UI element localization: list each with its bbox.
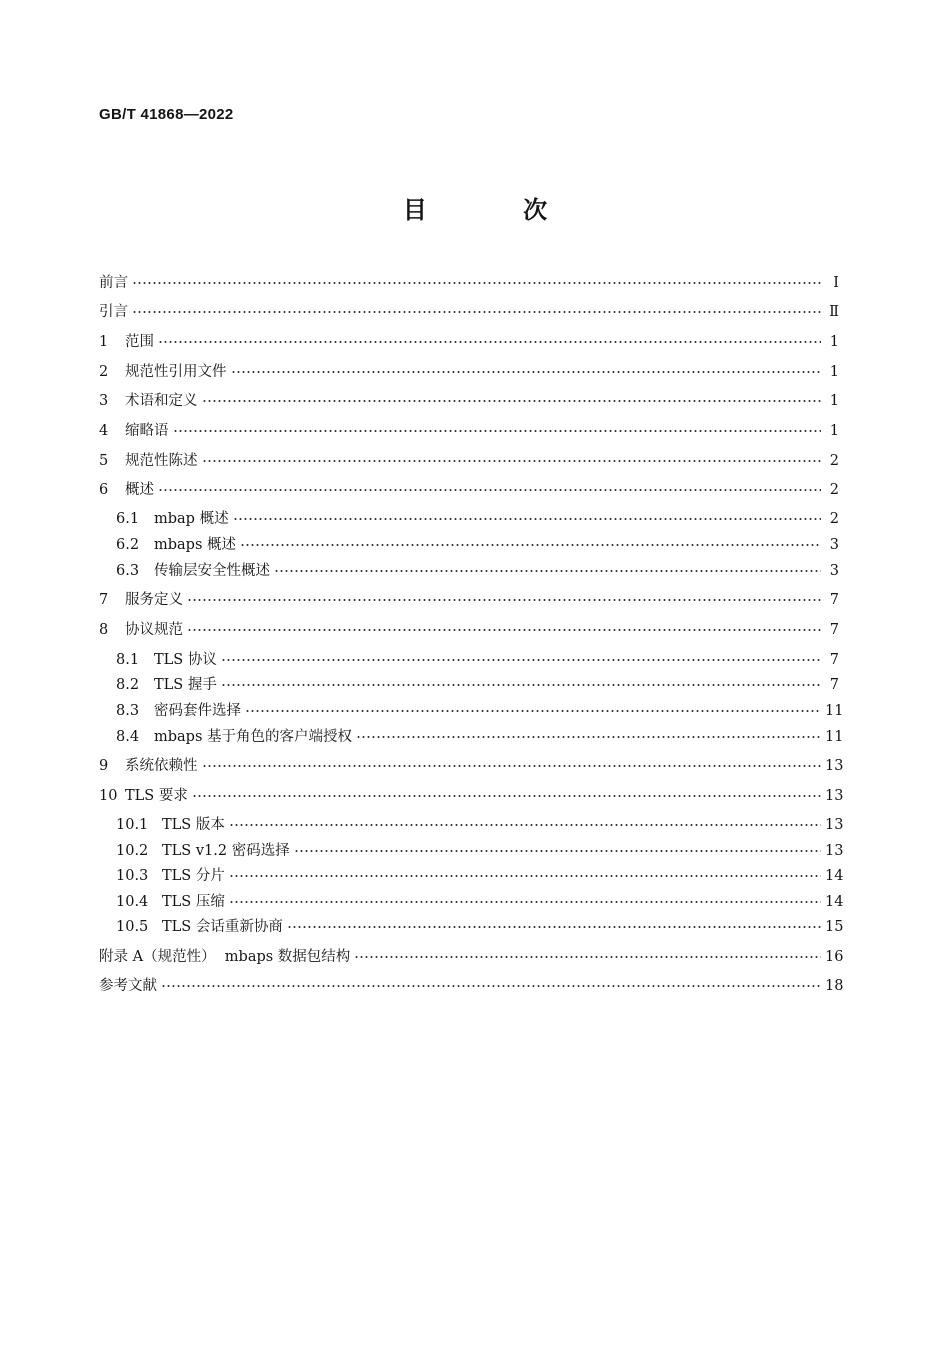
- toc-entry-page-number: 14: [825, 868, 844, 884]
- toc-entry-page-number: 7: [829, 677, 839, 693]
- toc-entry-label: TLS v1.2 密码选择: [162, 843, 290, 859]
- toc-dot-leader: [245, 710, 821, 712]
- toc-entry[interactable]: [0, 420, 950, 442]
- toc-entry-page-number: 7: [829, 622, 839, 638]
- toc-dot-leader: [173, 430, 822, 432]
- toc-entry-label: mbap 概述: [154, 511, 229, 527]
- toc-entry[interactable]: [0, 700, 950, 722]
- toc-dot-leader: [161, 985, 821, 987]
- toc-entry-label: TLS 版本: [162, 817, 225, 833]
- toc-entry[interactable]: [0, 560, 950, 582]
- toc-dot-leader: [132, 311, 821, 313]
- toc-entry[interactable]: [0, 589, 950, 611]
- toc-entry-page-number: 1: [829, 393, 839, 409]
- toc-title: 目 次: [402, 195, 592, 224]
- toc-entry-number: 10.1: [116, 817, 149, 833]
- toc-dot-leader: [158, 341, 821, 343]
- toc-entry-page-number: 2: [829, 482, 839, 498]
- toc-entry-number: 6.1: [116, 511, 140, 527]
- toc-entry-page-number: 2: [829, 511, 839, 527]
- toc-dot-leader: [231, 371, 822, 373]
- toc-entry[interactable]: [0, 891, 950, 913]
- toc-entry-label: 参考文献: [99, 978, 157, 994]
- toc-entry[interactable]: [0, 534, 950, 556]
- toc-entry-number: 6.2: [116, 537, 140, 553]
- toc-dot-leader: [187, 629, 821, 631]
- toc-entry-page-number: 3: [829, 537, 839, 553]
- toc-entry-page-number: 18: [825, 978, 844, 994]
- toc-entry-label: mbaps 基于角色的客户端授权: [154, 729, 353, 745]
- standard-code: GB/T 41868—2022: [99, 106, 234, 123]
- toc-entry-number: 10.5: [116, 919, 149, 935]
- toc-entry-number: 2: [99, 364, 109, 380]
- toc-dot-leader: [202, 765, 822, 767]
- toc-entry[interactable]: [0, 840, 950, 862]
- toc-entry-page-number: 11: [825, 729, 844, 745]
- toc-dot-leader: [354, 956, 821, 958]
- toc-entry-number: 10.4: [116, 894, 149, 910]
- toc-entry-label: TLS 协议: [154, 652, 217, 668]
- toc-dot-leader: [356, 736, 821, 738]
- toc-entry-page-number: 7: [829, 592, 839, 608]
- toc-entry-label: TLS 握手: [154, 677, 217, 693]
- toc-entry[interactable]: [0, 674, 950, 696]
- toc-entry[interactable]: [0, 785, 950, 807]
- toc-entry-label: 密码套件选择: [154, 703, 241, 719]
- toc-entry-page-number: Ⅱ: [829, 304, 839, 320]
- toc-entry-label: 缩略语: [125, 423, 169, 439]
- toc-entry-page-number: 13: [825, 843, 844, 859]
- toc-entry-number: 6.3: [116, 563, 140, 579]
- toc-entry[interactable]: [0, 814, 950, 836]
- toc-entry-number: 1: [99, 334, 109, 350]
- toc-entry-label: 服务定义: [125, 592, 183, 608]
- toc-entry-label: TLS 分片: [162, 868, 225, 884]
- toc-dot-leader: [192, 795, 821, 797]
- toc-entry-number: 7: [99, 592, 109, 608]
- toc-entry-number: 8.3: [116, 703, 140, 719]
- toc-entry-page-number: 1: [829, 423, 839, 439]
- toc-entry[interactable]: [0, 361, 950, 383]
- toc-entry-label: 系统依赖性: [125, 758, 198, 774]
- toc-entry-number: 9: [99, 758, 109, 774]
- toc-dot-leader: [221, 659, 821, 661]
- toc-entry-number: 6: [99, 482, 109, 498]
- toc-entry-number: 8: [99, 622, 109, 638]
- toc-entry[interactable]: [0, 331, 950, 353]
- toc-entry-page-number: 13: [825, 758, 844, 774]
- toc-entry-label: mbaps 概述: [154, 537, 237, 553]
- toc-dot-leader: [202, 400, 822, 402]
- toc-entry[interactable]: [0, 865, 950, 887]
- toc-entry-page-number: 13: [825, 788, 844, 804]
- toc-dot-leader: [294, 850, 821, 852]
- toc-dot-leader: [202, 460, 822, 462]
- toc-entry[interactable]: [0, 649, 950, 671]
- toc-entry-label: 规范性陈述: [125, 453, 198, 469]
- toc-entry-label: 附录 A（规范性） mbaps 数据包结构: [99, 949, 351, 965]
- toc-entry-page-number: 13: [825, 817, 844, 833]
- toc-entry[interactable]: [0, 975, 950, 997]
- toc-entry-label: 概述: [125, 482, 154, 498]
- toc-entry[interactable]: [0, 272, 950, 294]
- toc-entry-label: 规范性引用文件: [125, 364, 227, 380]
- toc-dot-leader: [233, 518, 821, 520]
- toc-entry-number: 8.2: [116, 677, 140, 693]
- toc-dot-leader: [274, 570, 821, 572]
- toc-dot-leader: [221, 684, 821, 686]
- toc-entry[interactable]: [0, 755, 950, 777]
- toc-dot-leader: [229, 901, 821, 903]
- toc-entry-page-number: 3: [829, 563, 839, 579]
- toc-entry[interactable]: [0, 508, 950, 530]
- toc-entry[interactable]: [0, 619, 950, 641]
- toc-entry-page-number: 7: [829, 652, 839, 668]
- toc-dot-leader: [287, 926, 821, 928]
- toc-entry-label: 传输层安全性概述: [154, 563, 270, 579]
- toc-entry-number: 10.3: [116, 868, 149, 884]
- toc-dot-leader: [132, 282, 821, 284]
- toc-entry-page-number: 1: [829, 364, 839, 380]
- toc-dot-leader: [158, 489, 821, 491]
- toc-entry-label: TLS 会话重新协商: [162, 919, 283, 935]
- toc-dot-leader: [240, 544, 821, 546]
- toc-entry-number: 8.4: [116, 729, 140, 745]
- toc-entry-number: 4: [99, 423, 109, 439]
- toc-entry-number: 8.1: [116, 652, 140, 668]
- toc-entry[interactable]: [0, 946, 950, 968]
- toc-entry-label: 术语和定义: [125, 393, 198, 409]
- toc-entry-page-number: Ⅰ: [833, 275, 839, 291]
- toc-entry-label: TLS 要求: [125, 788, 188, 804]
- toc-entry-label: TLS 压缩: [162, 894, 225, 910]
- toc-dot-leader: [229, 824, 821, 826]
- toc-entry-label: 引言: [99, 304, 128, 320]
- toc-entry-page-number: 14: [825, 894, 844, 910]
- toc-entry[interactable]: [0, 301, 950, 323]
- toc-entry[interactable]: [0, 726, 950, 748]
- toc-entry-page-number: 2: [829, 453, 839, 469]
- toc-entry[interactable]: [0, 916, 950, 938]
- toc-entry-page-number: 15: [825, 919, 844, 935]
- toc-entry-label: 范围: [125, 334, 154, 350]
- toc-entry[interactable]: [0, 479, 950, 501]
- toc-entry-number: 3: [99, 393, 109, 409]
- toc-entry[interactable]: [0, 390, 950, 412]
- toc-entry-label: 前言: [99, 275, 128, 291]
- toc-entry-number: 10.2: [116, 843, 149, 859]
- toc-entry-page-number: 16: [825, 949, 844, 965]
- toc-dot-leader: [229, 875, 821, 877]
- toc-entry-number: 5: [99, 453, 109, 469]
- toc-entry-page-number: 11: [825, 703, 844, 719]
- toc-entry-label: 协议规范: [125, 622, 183, 638]
- toc-dot-leader: [187, 599, 821, 601]
- toc-entry-page-number: 1: [829, 334, 839, 350]
- toc-entry-number: 10: [99, 788, 118, 804]
- toc-entry[interactable]: [0, 450, 950, 472]
